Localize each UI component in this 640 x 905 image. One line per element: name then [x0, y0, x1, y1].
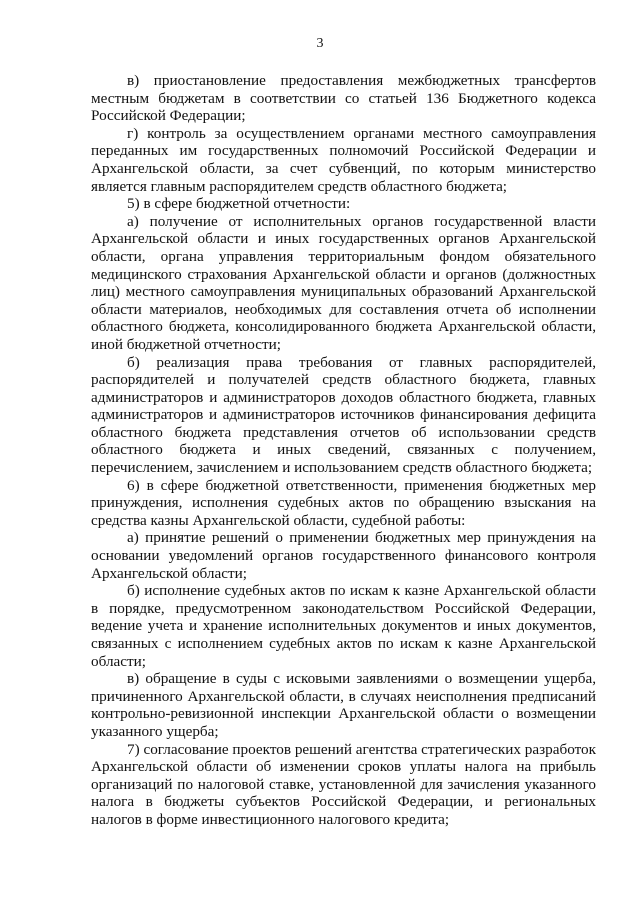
paragraph-5-budget-reporting: 5) в сфере бюджетной отчетности: — [127, 195, 351, 213]
paragraph-a-receiving-materials: а) получение от исполнительных органов государственной власти Архангельской области и иных государственных органов Архангельской области, органа управления территориальным фондом обязательного медицинского страхования Архангельской области и органов (должностных лиц) местного самоуправления муниципальных образований Архангельской области материалов, необходимых для составления отчета об исполнении областного бюджета, консолидированного бюджета Архангельской области, иной бюджетной отчетности; — [91, 212, 596, 353]
paragraph-g-control-local-authorities: г) контроль за осуществлением органами местного самоуправления переданных им государственных полномочий Российской Федерации и Архангельской области, за счет субвенций, по которым министерство является главным распорядителем средств областного бюджета; — [91, 124, 596, 195]
paragraph-b-right-of-requirement: б) реализация права требования от главных распорядителей, распорядителей и получателей средств областного бюджета, главных администраторов и администраторов доходов областного бюджета, главных администраторов и администраторов источников финансирования дефицита областного бюджета представления отчетов об использовании средств областного бюджета и иных сведений, связанных с получением, перечислением, зачислением и использованием средств областного бюджета; — [91, 353, 596, 477]
paragraph-6-budget-responsibility: 6) в сфере бюджетной ответственности, применения бюджетных мер принуждения, исполнения судебных актов по обращению взыскания на средства казны Архангельской области, судебной работы: — [91, 476, 596, 529]
paragraph-v-court-claims: в) обращение в суды с исковыми заявлениями о возмещении ущерба, причиненного Архангельской области, в случаях неисполнения предписаний контрольно-ревизионной инспекции Архангельской области о возмещении указанного ущерба; — [91, 670, 596, 740]
page-number: 3 — [316, 36, 324, 51]
document-body — [91, 72, 596, 829]
paragraph-v-suspension-transfers: в) приостановление предоставления межбюджетных трансфертов местным бюджетам в соответствии со статьей 136 Бюджетного кодекса Российской Федерации; — [91, 72, 596, 125]
paragraph-a-coercion-decisions: а) принятие решений о применении бюджетных мер принуждения на основании уведомлений органов государственного финансового контроля Архангельской области; — [91, 529, 596, 582]
paragraph-b-court-acts-execution: б) исполнение судебных актов по искам к казне Архангельской области в порядке, предусмотренном законодательством Российской Федерации, ведение учета и хранение исполнительных документов и иных документов, связанных с исполнением судебных актов по искам к казне Архангельской области; — [91, 582, 596, 670]
paragraph-7-approval-projects: 7) согласование проектов решений агентства стратегических разработок Архангельской области об изменении сроков уплаты налога на прибыль организаций по налоговой ставке, установленной для зачисления указанного налога в бюджеты субъектов Российской Федерации, и региональных налогов в форме инвестиционного налогового кредита; — [91, 740, 596, 828]
